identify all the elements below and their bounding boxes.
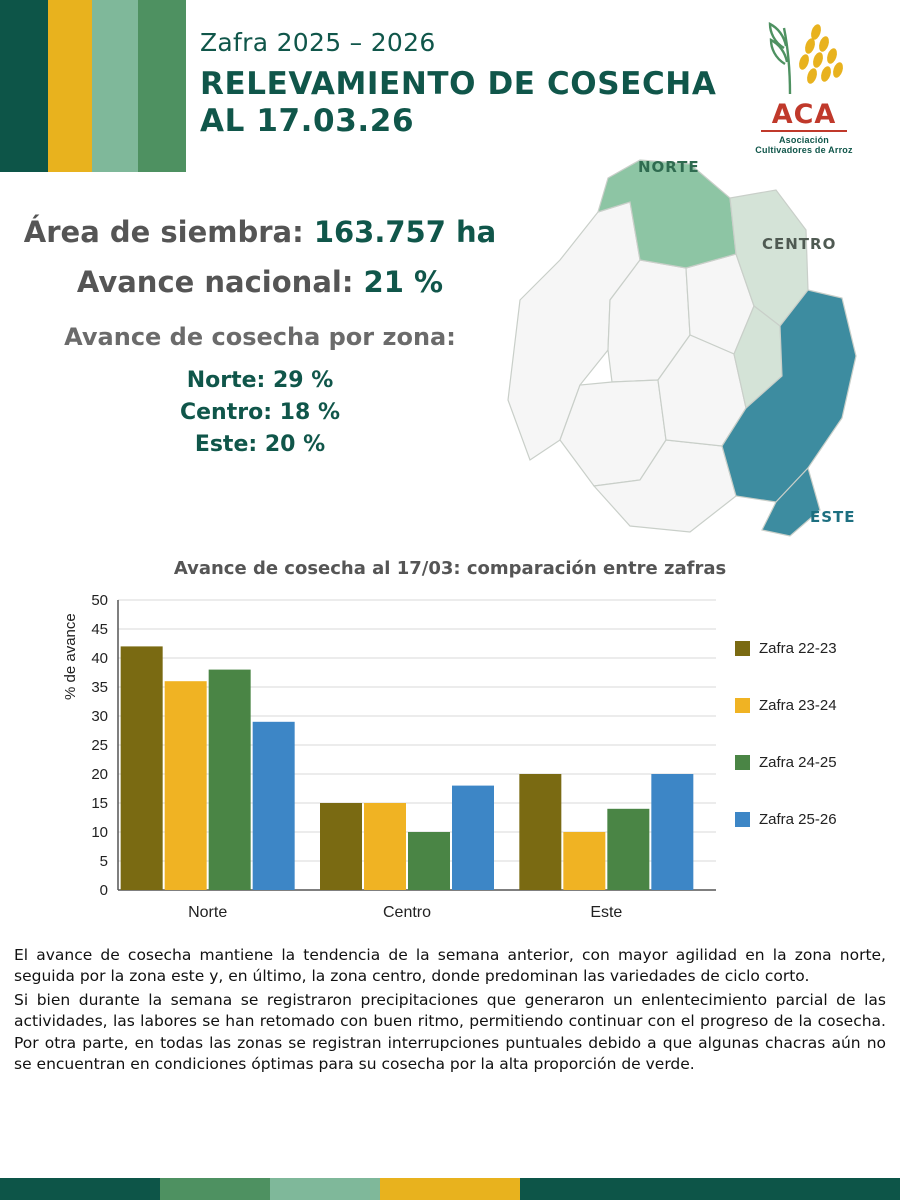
chart-bar <box>519 774 561 890</box>
page-title-line1: RELEVAMIENTO DE COSECHA <box>200 66 717 102</box>
legend-label: Zafra 25-26 <box>759 811 837 828</box>
legend-swatch <box>735 698 750 713</box>
chart-bar <box>121 646 163 890</box>
zone-centro <box>0 397 520 429</box>
chart-bar <box>651 774 693 890</box>
chart-title: Avance de cosecha al 17/03: comparación entre zafras <box>173 558 727 579</box>
footer-stripe-5 <box>520 1178 900 1200</box>
map-label-norte: NORTE <box>638 158 700 176</box>
legend-label: Zafra 22-23 <box>759 640 837 657</box>
zone-centro-value: 18 % <box>279 399 340 425</box>
legend-item <box>735 754 837 771</box>
commentary-paragraph-2: Si bien durante la semana se registraron precipitaciones que generaron un enlentecimiento parcial de las actividades, las labores se han retomado con buen ritmo, permitiendo continuar con el progreso de la cosecha. Por otra parte, en todas las zonas se registran interrupciones puntuales debido a que algunas chacras aún no se encuentran en condiciones óptimas para su cosecha por la alta proporción de verde. <box>14 990 886 1073</box>
footer-stripe-4 <box>380 1178 520 1200</box>
aca-logo <box>744 18 864 155</box>
national-progress-value: 21 % <box>363 265 444 299</box>
uruguay-map-svg <box>490 150 890 570</box>
zone-este-value: 20 % <box>264 431 326 457</box>
header-stripe-2 <box>48 0 92 172</box>
chart-bar <box>408 832 450 890</box>
area-label: Área de siembra: <box>23 215 304 249</box>
header-subtitle: Zafra 2025 – 2026 <box>200 28 436 57</box>
zone-este <box>0 429 520 461</box>
chart-bar <box>209 670 251 890</box>
logo-underline <box>761 130 847 132</box>
area-stat <box>0 215 520 249</box>
legend-item <box>735 640 837 657</box>
page-title-line2: AL 17.03.26 <box>200 102 415 139</box>
zone-centro-label: Centro: <box>179 399 272 425</box>
legend-label: Zafra 23-24 <box>759 697 837 714</box>
rice-plant-icon <box>744 18 864 96</box>
footer-stripe-3 <box>270 1178 380 1200</box>
legend-label: Zafra 24-25 <box>759 754 837 771</box>
uruguay-map <box>490 150 890 570</box>
commentary-paragraph-1: El avance de cosecha mantiene la tendencia de la semana anterior, con mayor agilidad en la zona norte, seguida por la zona este y, en último, la zona centro, donde predominan las variedades de ciclo corto. <box>14 946 886 986</box>
chart-bar <box>253 722 295 890</box>
chart-bar <box>607 809 649 890</box>
header-stripe-1 <box>0 0 48 172</box>
national-progress-label: Avance nacional: <box>76 265 354 299</box>
map-label-centro: CENTRO <box>762 235 837 253</box>
chart-bar <box>165 681 207 890</box>
legend-item <box>735 811 837 828</box>
legend-item <box>735 697 837 714</box>
y-tick-label: 25 <box>91 737 108 754</box>
title-block <box>200 28 716 139</box>
logo-acronym: ACA <box>771 99 837 130</box>
chart-y-axis-label: % de avance <box>62 613 79 700</box>
header-stripe-3 <box>92 0 138 172</box>
x-tick-label: Norte <box>188 904 228 921</box>
y-tick-label: 20 <box>91 766 108 783</box>
zone-este-label: Este: <box>194 431 258 457</box>
header-stripe-4 <box>138 0 186 172</box>
zone-norte <box>0 365 520 397</box>
y-tick-label: 0 <box>99 882 108 899</box>
legend-swatch <box>735 641 750 656</box>
y-tick-label: 45 <box>91 621 108 638</box>
chart-bar <box>563 832 605 890</box>
page-header <box>0 0 900 172</box>
footer-stripe-2 <box>160 1178 270 1200</box>
zone-norte-label: Norte: <box>186 368 266 393</box>
national-progress-stat <box>0 265 520 299</box>
chart-bar <box>364 803 406 890</box>
commentary-text <box>14 945 886 1077</box>
legend-swatch <box>735 755 750 770</box>
chart-bar <box>320 803 362 890</box>
y-tick-label: 5 <box>99 853 108 870</box>
x-tick-label: Este <box>590 904 623 921</box>
area-value: 163.757 ha <box>313 215 497 249</box>
y-tick-label: 15 <box>91 795 108 812</box>
chart-legend <box>735 640 837 868</box>
zone-norte-value: 29 % <box>272 368 334 393</box>
y-tick-label: 35 <box>91 679 108 696</box>
header-stripe-group <box>0 0 186 172</box>
zone-progress-header: Avance de cosecha por zona: <box>64 323 456 351</box>
logo-line1: Asociación <box>778 135 829 145</box>
y-tick-label: 30 <box>91 708 108 725</box>
legend-swatch <box>735 812 750 827</box>
map-label-este: ESTE <box>810 508 856 526</box>
page-footer <box>0 1178 900 1200</box>
y-tick-label: 40 <box>91 650 108 667</box>
logo-line2: Cultivadores de Arroz <box>755 145 853 155</box>
page-title <box>200 66 716 139</box>
y-tick-label: 50 <box>91 592 108 609</box>
chart-bar <box>452 786 494 890</box>
y-tick-label: 10 <box>91 824 108 841</box>
x-tick-label: Centro <box>382 904 432 921</box>
stats-panel <box>0 215 520 461</box>
footer-stripe-1 <box>0 1178 160 1200</box>
